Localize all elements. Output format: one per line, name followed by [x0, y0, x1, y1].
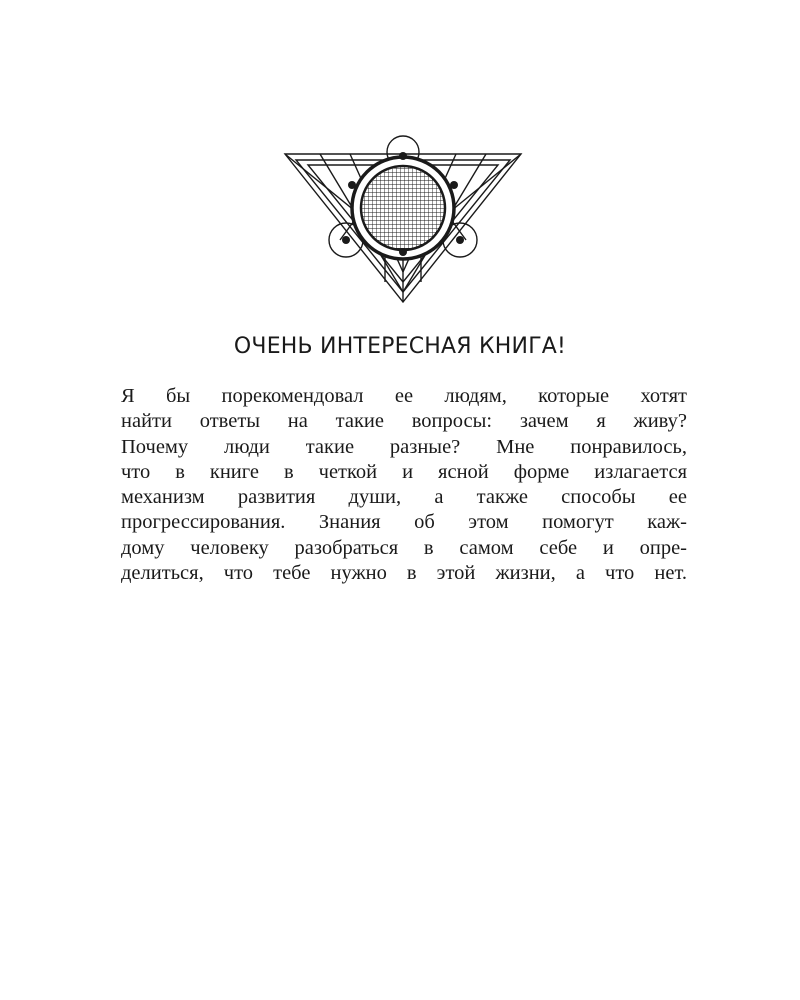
- paragraph-line: найти ответы на такие вопросы: зачем я живу?: [121, 410, 687, 433]
- sacred-geometry-triangle-icon: [280, 132, 526, 308]
- paragraph-line: прогрессирования. Знания об этом помогут каж-: [121, 511, 687, 534]
- paragraph-line: дому человеку разобраться в самом себе и опре-: [121, 536, 687, 559]
- paragraph-line: механизм развития души, а также способы ее: [121, 486, 687, 509]
- paragraph-line: делиться, что тебе нужно в этой жизни, а что нет.: [121, 562, 687, 585]
- review-paragraph: [121, 384, 687, 586]
- page-heading: ОЧЕНЬ ИНТЕРЕСНАЯ КНИГА!: [233, 334, 567, 359]
- paragraph-line: Почему люди такие разные? Мне понравилось,: [121, 435, 687, 458]
- paragraph-line: Я бы порекомендовал ее людям, которые хотят: [121, 385, 687, 407]
- paragraph-line: что в книге в четкой и ясной форме излагается: [121, 460, 687, 483]
